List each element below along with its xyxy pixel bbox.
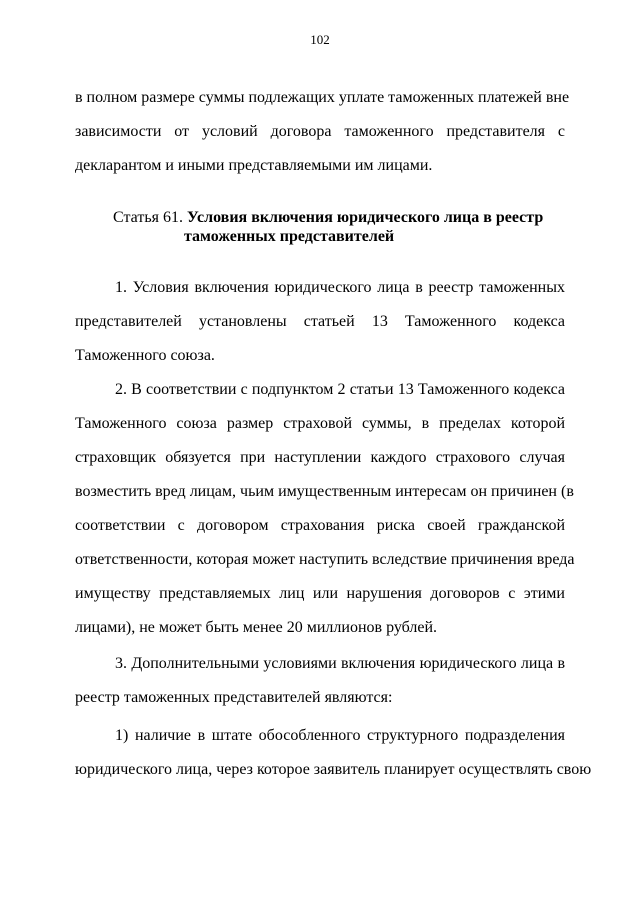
- text-line: возместить вред лицам, чьим имущественным интересам он причинен (в: [75, 483, 574, 500]
- text-line: соответствии с договором страхования риска своей гражданской: [75, 517, 565, 534]
- text-line: 3. Дополнительными условиями включения юридического лица в: [115, 655, 565, 672]
- text-line: представителей установлены статьей 13 Таможенного кодекса: [75, 313, 565, 330]
- text-line: в полном размере суммы подлежащих уплате таможенных платежей вне: [75, 89, 570, 106]
- text-line: лицами), не может быть менее 20 миллионов рублей.: [75, 619, 438, 636]
- page-number: 102: [310, 32, 330, 47]
- text-line: 1. Условия включения юридического лица в реестр таможенных: [115, 279, 565, 296]
- text-line: Таможенного союза.: [75, 347, 215, 364]
- text-line: зависимости от условий договора таможенного представителя с: [75, 123, 565, 140]
- text-line: декларантом и иными представляемыми им лицами.: [75, 157, 433, 174]
- text-line: страховщик обязуется при наступлении каждого страхового случая: [75, 449, 565, 466]
- text-line: 1) наличие в штате обособленного структурного подразделения: [115, 727, 565, 744]
- text-line: реестр таможенных представителей являются:: [75, 689, 393, 706]
- text-line: имуществу представляемых лиц или нарушения договоров с этими: [75, 585, 565, 602]
- text-line: ответственности, которая может наступить вследствие причинения вреда: [75, 551, 575, 568]
- text-line: 2. В соответствии с подпунктом 2 статьи 13 Таможенного кодекса: [115, 381, 565, 398]
- article-title: Условия включения юридического лица в реестр: [186, 209, 544, 226]
- article-number: Статья 61.: [113, 209, 183, 226]
- text-line: юридического лица, через которое заявитель планирует осуществлять свою: [75, 761, 592, 778]
- text-line: Таможенного союза размер страховой суммы, в пределах которой: [75, 415, 565, 432]
- article-heading-line-1: [113, 208, 543, 228]
- article-heading-line-2: таможенных представителей: [184, 228, 395, 245]
